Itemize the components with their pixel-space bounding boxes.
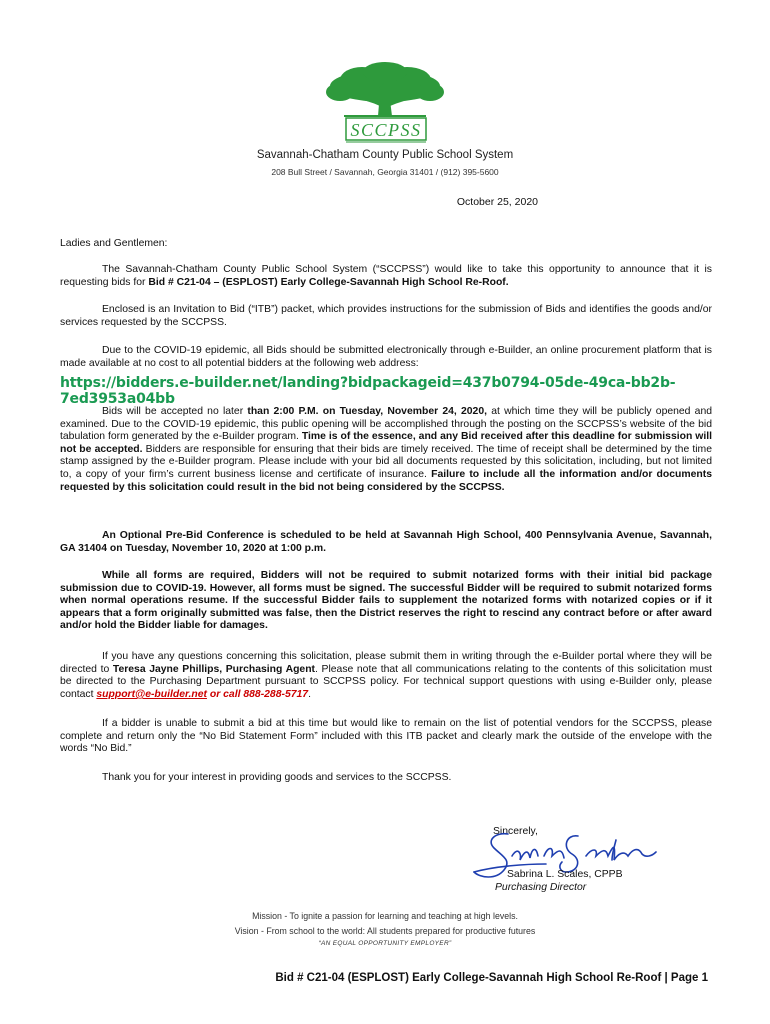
support-email-link[interactable]: support@e-builder.net — [96, 688, 207, 700]
eoe-statement: “AN EQUAL OPPORTUNITY EMPLOYER” — [318, 940, 452, 947]
intro-text: The Savannah-Chatham County Public School System (“SCCPSS”) would like to take this opportunity to announce that it is requesting bids for — [60, 264, 712, 288]
questions-text-2: . Please note that all communications relating to the contents of this solicitation must be directed to the Purchasing Department pursuant to SCCPSS policy. For technical support questions with using e-Builder only, please contact — [60, 663, 713, 700]
support-phone: or call 888-288-5717 — [206, 688, 309, 700]
paragraph-no-bid: If a bidder is unable to submit a bid at this time but would like to remain on the list of potential vendors for the SCCPSS, please complete and return only the “No Bid Statement Form” included with this ITB packet and clearly mark the outside of the envelope with the words “No Bid.” — [60, 718, 712, 755]
paragraph-itb: Enclosed is an Invitation to Bid (“ITB”) packet, which provides instructions for the submission of Bids and identifies the goods and/or services requested by the SCCPSS. — [60, 304, 712, 328]
paragraph-prebid: An Optional Pre-Bid Conference is scheduled to be held at Savannah High School, 400 Pennsylvania Avenue, Savannah, GA 31404 on Tuesday, November 10, 2020 at 1:00 p.m. — [60, 530, 712, 554]
bid-url-link[interactable]: https://bidders.e-builder.net/landing?bidpackageid=437b0794-05de-49ca-bb2b-7ed3953a04bb — [60, 375, 676, 407]
deadline-text-2: at which time they will be publicly opened and examined. Due to the COVID-19 epidemic, this public opening will be accomplished through the posting on the SCCPSS’s website of the bid tabulation form generated by the e-Builder program. — [60, 406, 712, 443]
deadline-text-3: Bidders are responsible for ensuring that their bids are timely received. The time of receipt shall be determined by the time stamp assigned by the e-Builder program. Please include with your bid all documents requested by this solicitation, including, but not limited to, a copy of your firm’s current business license and certificate of insurance. — [60, 443, 712, 480]
signature — [466, 826, 676, 890]
logo-text: SCCPSS — [350, 120, 422, 140]
questions-text-1: If you have any questions concerning this solicitation, please submit them in writing through the e-Builder portal where they will be directed to — [60, 651, 712, 675]
vision-statement: Vision - From school to the world: All students prepared for productive futures — [234, 926, 536, 936]
signer-name: Sabrina L. Scales, CPPB — [507, 869, 623, 880]
deadline-failure: Failure to include all the information and/or documents requested by this solicitation could result in the bid not being considered by the SCCPSS. — [60, 468, 712, 493]
org-name: Savannah-Chatham County Public School System — [256, 149, 514, 161]
closing: Sincerely, — [493, 826, 538, 837]
paragraph-questions — [60, 651, 712, 701]
questions-end: . — [308, 688, 311, 700]
deadline-essence: Time is of the essence, and any Bid received after this deadline for submission will not be accepted. — [60, 431, 712, 455]
mission-statement: Mission - To ignite a passion for learning and teaching at high levels. — [252, 911, 518, 921]
signer-title: Purchasing Director — [495, 882, 587, 893]
org-address: 208 Bull Street / Savannah, Georgia 31401 / (912) 395-5600 — [271, 167, 499, 177]
paragraph-covid: Due to the COVID-19 epidemic, all Bids should be submitted electronically through e-Builder, an online procurement platform that is made available at no cost to all potential bidders at the following web address: — [60, 345, 712, 369]
purchasing-agent: Teresa Jayne Phillips, Purchasing Agent — [112, 663, 316, 675]
paragraph-thanks: Thank you for your interest in providing goods and services to the SCCPSS. — [102, 772, 452, 783]
deadline-text-1: Bids will be accepted no later — [102, 406, 248, 417]
bid-title: Bid # C21-04 – (ESPLOST) Early College-Savannah High School Re-Roof. — [148, 276, 509, 288]
deadline-time: than 2:00 P.M. on Tuesday, November 24, 2020, — [247, 406, 488, 417]
paragraph-notarized: While all forms are required, Bidders will not be required to submit notarized forms with their initial bid package submission due to COVID-19. However, all forms must be signed. The successful Bidder will be required to submit notarized forms when normal operations resume. If the successful Bidder fails to supplement the notarized forms with notarized copies or if it appears that a form originally submitted was false, then the District reserves the right to rescind any contract before or after award and/or hold the Bidder liable for damages. — [60, 570, 712, 632]
letter-date: October 25, 2020 — [456, 196, 538, 208]
paragraph-deadline — [60, 406, 712, 494]
paragraph-intro — [60, 264, 712, 289]
sccpss-logo — [322, 62, 448, 146]
page-footer: Bid # C21-04 (ESPLOST) Early College-Savannah High School Re-Roof | Page 1 — [275, 972, 708, 984]
salutation: Ladies and Gentlemen: — [60, 238, 168, 249]
